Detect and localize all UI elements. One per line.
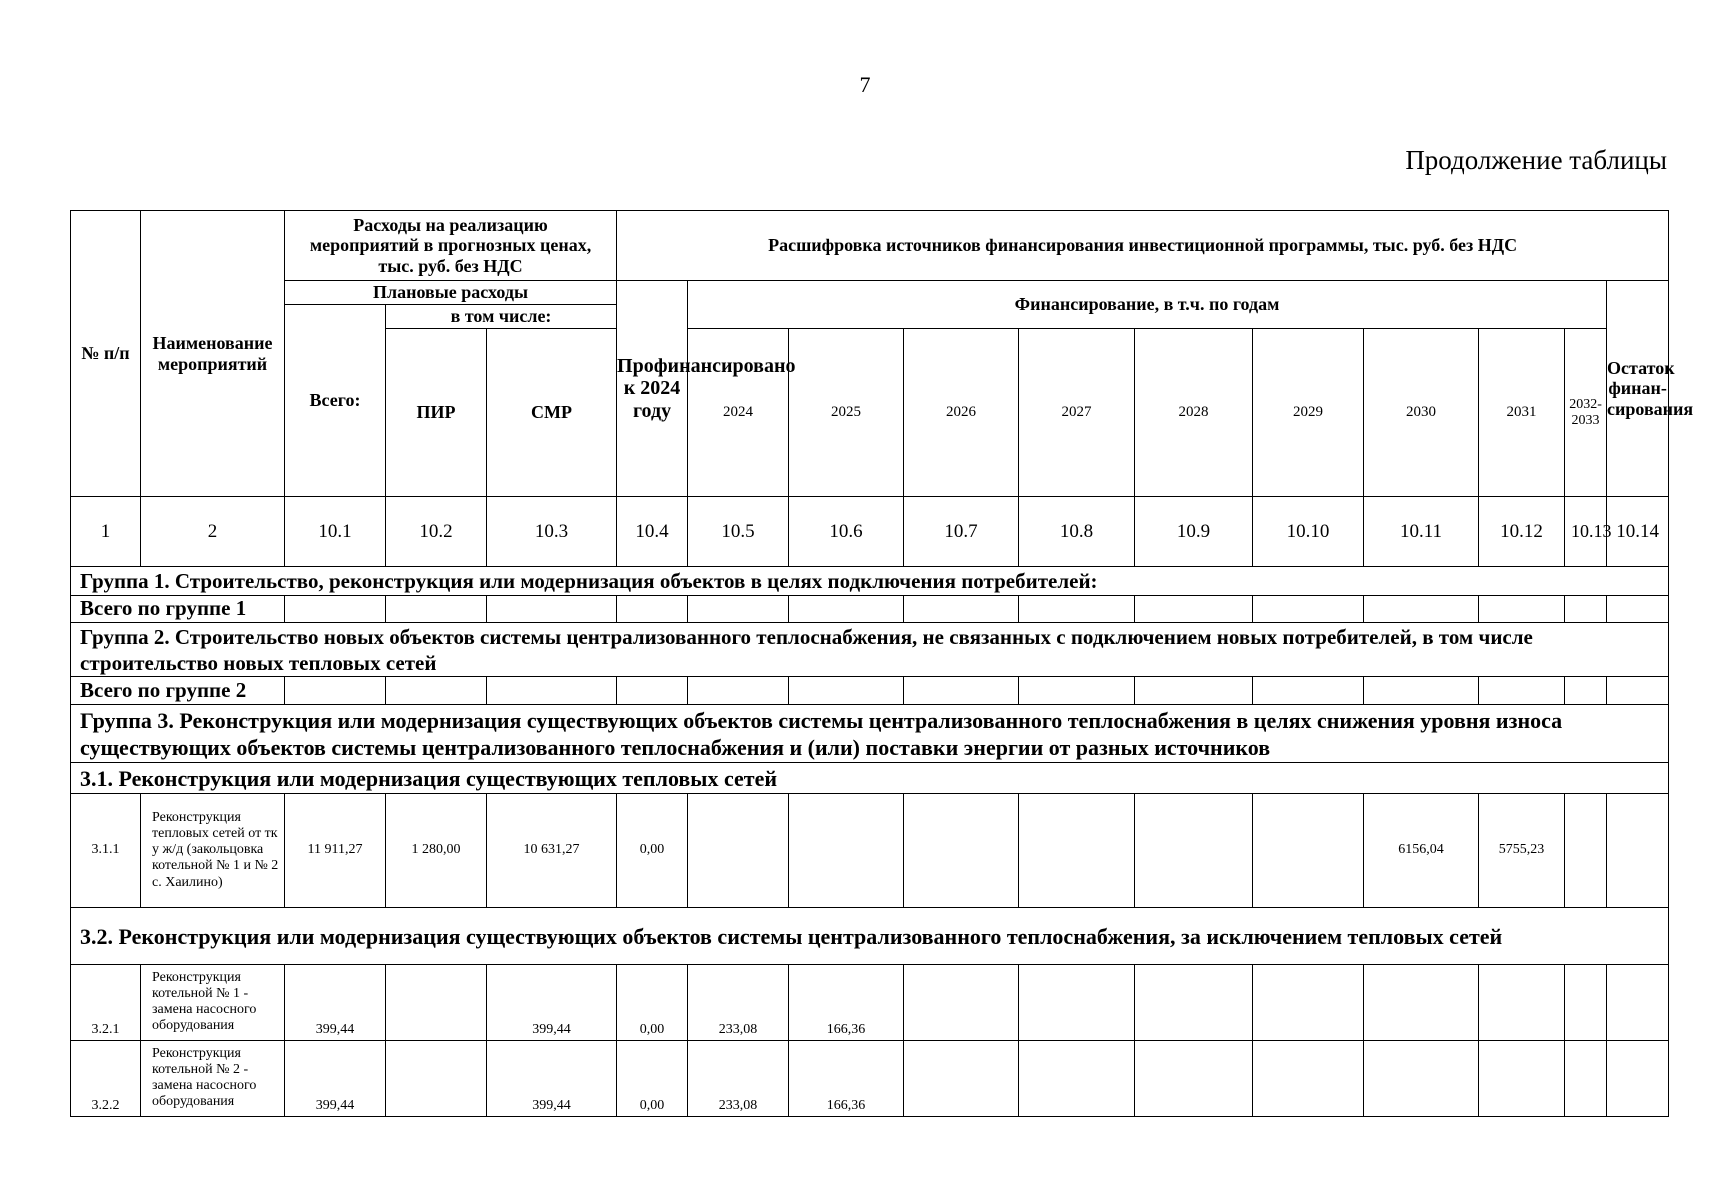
empty-cell	[285, 596, 386, 623]
row-number: 3.2.2	[71, 1040, 141, 1116]
header-year-2032-2033: 2032-2033	[1565, 329, 1607, 497]
group-1-title: Группа 1. Строительство, реконструкция или модернизация объектов в целях подключения потребителей:	[71, 567, 1669, 596]
empty-cell	[487, 596, 617, 623]
empty-cell	[1565, 677, 1607, 705]
empty-cell	[617, 677, 688, 705]
header-year-2027: 2027	[1019, 329, 1135, 497]
header-planned-expenses: Плановые расходы	[285, 281, 617, 305]
row-name: Реконструкция котельной № 1 - замена насосного оборудования	[141, 964, 285, 1040]
header-col-name: Наименование мероприятий	[141, 211, 285, 497]
empty-cell	[1019, 793, 1135, 907]
column-number: 1	[71, 497, 141, 567]
subgroup-3-1-title: 3.1. Реконструкция или модернизация существующих тепловых сетей	[71, 762, 1669, 793]
row-2030: 6156,04	[1364, 793, 1479, 907]
column-number: 10.3	[487, 497, 617, 567]
empty-cell	[688, 677, 789, 705]
empty-cell	[1135, 596, 1253, 623]
header-including: в том числе:	[386, 305, 617, 329]
empty-cell	[1135, 793, 1253, 907]
row-2024	[688, 793, 789, 907]
table-row	[71, 1040, 1669, 1116]
empty-cell	[1135, 1040, 1253, 1116]
column-number: 10.8	[1019, 497, 1135, 567]
column-number: 10.13	[1565, 497, 1607, 567]
empty-cell	[904, 677, 1019, 705]
row-financed: 0,00	[617, 1040, 688, 1116]
row-financed: 0,00	[617, 964, 688, 1040]
row-pir: 1 280,00	[386, 793, 487, 907]
column-number: 10.11	[1364, 497, 1479, 567]
column-number: 10.12	[1479, 497, 1565, 567]
group-1-total-label: Всего по группе 1	[71, 596, 285, 623]
row-number: 3.1.1	[71, 793, 141, 907]
empty-cell	[1479, 596, 1565, 623]
row-pir	[386, 1040, 487, 1116]
subgroup-3-2-title: 3.2. Реконструкция или модернизация существующих объектов системы централизованного теплоснабжения, за исключением тепловых сетей	[71, 907, 1669, 964]
empty-cell	[1364, 596, 1479, 623]
empty-cell	[285, 677, 386, 705]
row-2031: 5755,23	[1479, 793, 1565, 907]
row-number: 3.2.1	[71, 964, 141, 1040]
row-smr: 399,44	[487, 964, 617, 1040]
row-total: 11 911,27	[285, 793, 386, 907]
empty-cell	[1253, 793, 1364, 907]
row-smr: 10 631,27	[487, 793, 617, 907]
header-pir: ПИР	[386, 329, 487, 497]
header-year-2026: 2026	[904, 329, 1019, 497]
group-2-total-label: Всего по группе 2	[71, 677, 285, 705]
column-number: 10.5	[688, 497, 789, 567]
empty-cell	[904, 1040, 1019, 1116]
empty-cell	[1019, 1040, 1135, 1116]
column-number: 10.1	[285, 497, 386, 567]
header-year-2030: 2030	[1364, 329, 1479, 497]
empty-cell	[1607, 1040, 1669, 1116]
header-year-2024: 2024	[688, 329, 789, 497]
column-number: 2	[141, 497, 285, 567]
column-number: 10.6	[789, 497, 904, 567]
column-number: 10.14	[1607, 497, 1669, 567]
row-2025	[789, 793, 904, 907]
empty-cell	[1607, 793, 1669, 907]
empty-cell	[1479, 677, 1565, 705]
row-2025: 166,36	[789, 1040, 904, 1116]
empty-cell	[1607, 596, 1669, 623]
column-number: 10.4	[617, 497, 688, 567]
table-continuation-label: Продолжение таблицы	[1405, 145, 1667, 175]
header-year-2029: 2029	[1253, 329, 1364, 497]
empty-cell	[1565, 964, 1607, 1040]
header-year-2031: 2031	[1479, 329, 1565, 497]
page-number: 7	[859, 72, 871, 97]
column-number: 10.9	[1135, 497, 1253, 567]
empty-cell	[1253, 1040, 1364, 1116]
header-financed-2024: Профинансировано к 2024 году	[617, 281, 688, 497]
header-financing-sources: Расшифровка источников финансирования инвестиционной программы, тыс. руб. без НДС	[617, 211, 1669, 281]
empty-cell	[1135, 677, 1253, 705]
empty-cell	[1253, 677, 1364, 705]
empty-cell	[904, 964, 1019, 1040]
empty-cell	[904, 793, 1019, 907]
header-smr: СМР	[487, 329, 617, 497]
group-2-title: Группа 2. Строительство новых объектов системы централизованного теплоснабжения, не связанных с подключением новых потребителей, в том числе строительство новых тепловых сетей	[71, 623, 1669, 677]
group-3-title: Группа 3. Реконструкция или модернизация существующих объектов системы централизованного теплоснабжения в целях снижения уровня износа существующих объектов системы централизованного теплоснабжения и (или) поставки энергии от разных источников	[71, 705, 1669, 763]
row-2025: 166,36	[789, 964, 904, 1040]
row-name: Реконструкция котельной № 2 - замена насосного оборудования	[141, 1040, 285, 1116]
row-total: 399,44	[285, 1040, 386, 1116]
row-total: 399,44	[285, 964, 386, 1040]
empty-cell	[1253, 596, 1364, 623]
header-year-2025: 2025	[789, 329, 904, 497]
empty-cell	[789, 596, 904, 623]
header-year-2028: 2028	[1135, 329, 1253, 497]
empty-cell	[688, 596, 789, 623]
empty-cell	[1019, 677, 1135, 705]
column-number: 10.10	[1253, 497, 1364, 567]
row-2031	[1479, 1040, 1565, 1116]
empty-cell	[1607, 677, 1669, 705]
empty-cell	[904, 596, 1019, 623]
investment-program-table	[70, 210, 1694, 1117]
row-2024: 233,08	[688, 1040, 789, 1116]
row-pir	[386, 964, 487, 1040]
empty-cell	[1565, 793, 1607, 907]
empty-cell	[386, 677, 487, 705]
empty-cell	[1019, 964, 1135, 1040]
empty-cell	[386, 596, 487, 623]
column-number: 10.7	[904, 497, 1019, 567]
empty-cell	[789, 677, 904, 705]
header-remainder: Остаток финан-сирования	[1607, 281, 1669, 497]
row-2030	[1364, 964, 1479, 1040]
row-2031	[1479, 964, 1565, 1040]
row-name: Реконструкция тепловых сетей от тк у ж/д (закольцовка котельной № 1 и № 2 с. Хаилино)	[141, 793, 285, 907]
empty-cell	[1565, 1040, 1607, 1116]
row-2030	[1364, 1040, 1479, 1116]
empty-cell	[1364, 677, 1479, 705]
row-smr: 399,44	[487, 1040, 617, 1116]
header-col-num: № п/п	[71, 211, 141, 497]
empty-cell	[487, 677, 617, 705]
empty-cell	[1565, 596, 1607, 623]
header-expenses: Расходы на реализацию мероприятий в прогнозных ценах, тыс. руб. без НДС	[285, 211, 617, 281]
empty-cell	[1607, 964, 1669, 1040]
table-row	[71, 793, 1669, 907]
table-row	[71, 964, 1669, 1040]
header-total: Всего:	[285, 305, 386, 497]
empty-cell	[1019, 596, 1135, 623]
empty-cell	[1135, 964, 1253, 1040]
row-2024: 233,08	[688, 964, 789, 1040]
empty-cell	[1253, 964, 1364, 1040]
header-financing-by-years: Финансирование, в т.ч. по годам	[688, 281, 1607, 329]
column-number: 10.2	[386, 497, 487, 567]
empty-cell	[617, 596, 688, 623]
row-financed: 0,00	[617, 793, 688, 907]
